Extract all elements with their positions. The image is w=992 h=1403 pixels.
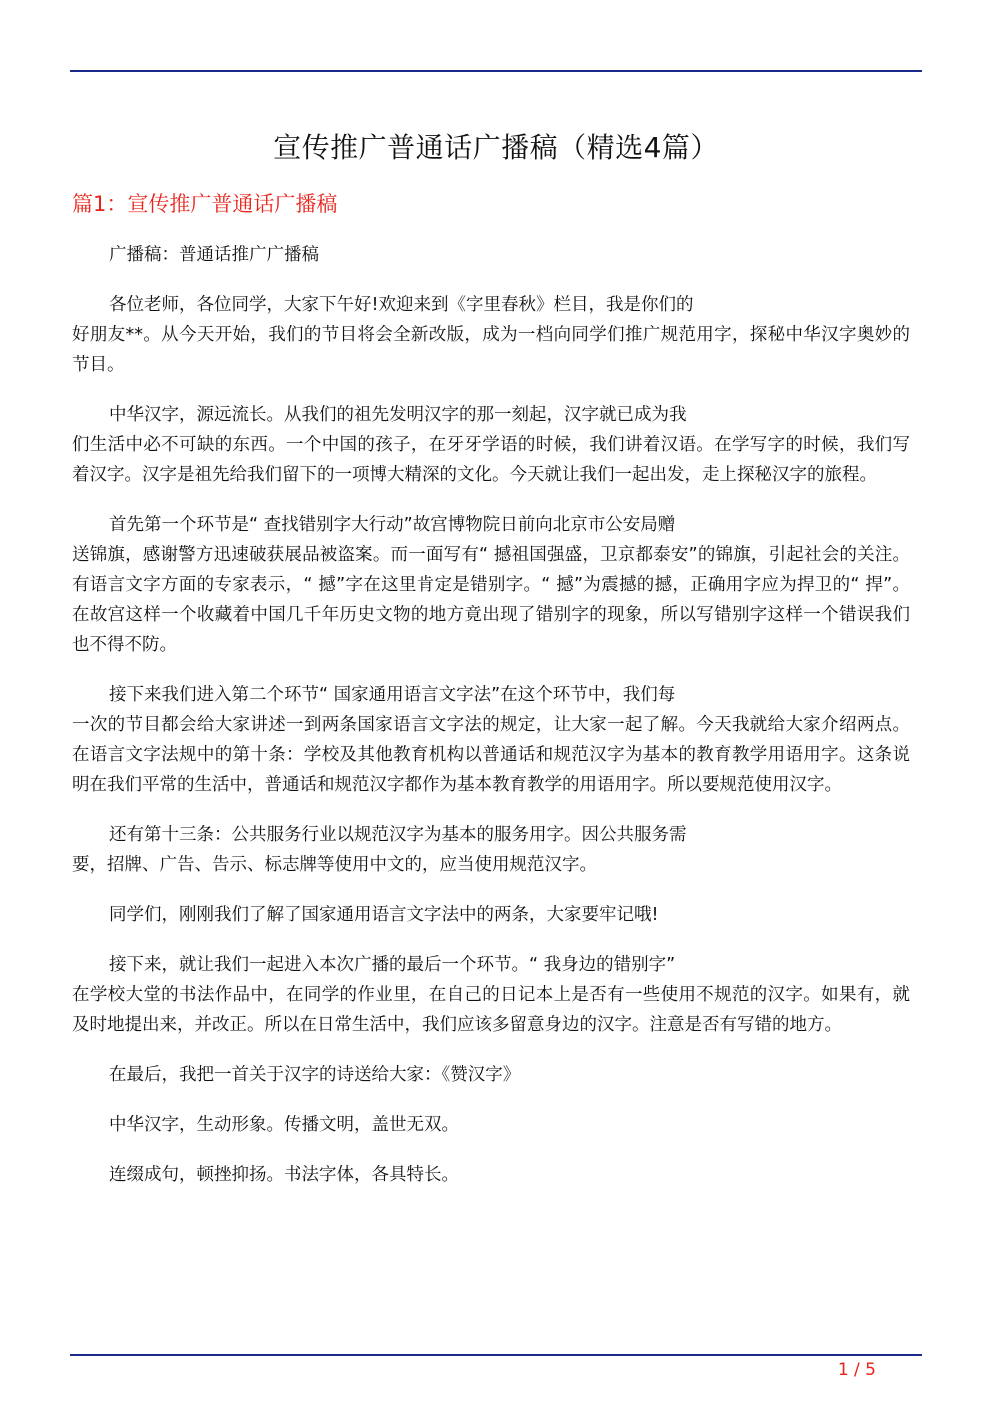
page-indicator: 1 / 5 <box>837 1360 876 1380</box>
paragraph-first-line: 各位老师，各位同学，大家下午好!欢迎来到《字里春秋》栏目，我是你们的 <box>109 295 694 315</box>
paragraph-5 <box>72 680 910 800</box>
paragraph-first-line: 首先第一个环节是“ 查找错别字大行动”故宫博物院日前向北京市公安局赠 <box>109 515 676 535</box>
paragraph-first-line: 还有第十三条：公共服务行业以规范汉字为基本的服务用字。因公共服务需 <box>109 825 687 845</box>
paragraph-first-line: 接下来，就让我们一起进入本次广播的最后一个环节。“ 我身边的错别字” <box>109 955 676 975</box>
paragraph-continuation: 好朋友**。从今天开始，我们的节目将会全新改版，成为一档向同学们推广规范用字，探秘中华汉字奥妙的节目。 <box>72 325 910 375</box>
paragraph-8 <box>72 950 910 1040</box>
paragraph-4 <box>72 510 910 660</box>
paragraph-first-line: 同学们，刚刚我们了解了国家通用语言文字法中的两条，大家要牢记哦! <box>109 905 659 925</box>
paragraph-7 <box>72 900 910 930</box>
paragraph-first-line: 中华汉字，源远流长。从我们的祖先发明汉字的那一刻起，汉字就已成为我 <box>109 405 687 425</box>
section-heading: 篇1：宣传推广普通话广播稿 <box>72 192 338 216</box>
paragraph-continuation: 在学校大堂的书法作品中，在同学的作业里，在自己的日记本上是否有一些使用不规范的汉字。如果有，就及时地提出来，并改正。所以在日常生活中，我们应该多留意身边的汉字。注意是否有写错的地方。 <box>72 985 910 1035</box>
paragraph-continuation: 要，招牌、广告、告示、标志牌等使用中文的，应当使用规范汉字。 <box>72 855 597 875</box>
paragraph-first-line: 接下来我们进入第二个环节“ 国家通用语言文字法”在这个环节中，我们每 <box>109 685 676 705</box>
paragraph-11 <box>72 1160 910 1190</box>
header-rule <box>70 70 922 72</box>
paragraph-first-line: 中华汉字，生动形象。传播文明，盖世无双。 <box>109 1115 459 1135</box>
paragraph-1 <box>72 240 910 270</box>
paragraph-first-line: 连缀成句，顿挫抑扬。书法字体，各具特长。 <box>109 1165 459 1185</box>
paragraph-3 <box>72 400 910 490</box>
paragraph-10 <box>72 1110 910 1140</box>
document-body <box>72 240 910 1210</box>
paragraph-continuation: 们生活中必不可缺的东西。一个中国的孩子，在牙牙学语的时候，我们讲着汉语。在学写字的时候，我们写着汉字。汉字是祖先给我们留下的一项博大精深的文化。今天就让我们一起出发，走上探秘汉字的旅程。 <box>72 435 910 485</box>
paragraph-continuation: 送锦旗，感谢警方迅速破获展品被盗案。而一面写有“ 撼祖国强盛，卫京都泰安”的锦旗，引起社会的关注。有语言文字方面的专家表示，“ 撼”字在这里肯定是错别字。“ 撼”为震撼的撼，正确用字应为捍卫的“ 捍”。在故宫这样一个收藏着中国几千年历史文物的地方竟出现了错别字的现象，所以写错别字这样一个错误我们也不得不防。 <box>72 545 910 655</box>
paragraph-first-line: 广播稿：普通话推广广播稿 <box>109 245 319 265</box>
footer-rule <box>70 1354 922 1356</box>
document-title: 宣传推广普通话广播稿（精选4篇） <box>273 131 719 164</box>
paragraph-continuation: 一次的节目都会给大家讲述一到两条国家语言文字法的规定，让大家一起了解。今天我就给大家介绍两点。在语言文字法规中的第十条：学校及其他教育机构以普通话和规范汉字为基本的教育教学用语用字。这条说明在我们平常的生活中，普通话和规范汉字都作为基本教育教学的用语用字。所以要规范使用汉字。 <box>72 715 910 795</box>
paragraph-2 <box>72 290 910 380</box>
paragraph-9 <box>72 1060 910 1090</box>
paragraph-first-line: 在最后，我把一首关于汉字的诗送给大家：《赞汉字》 <box>109 1065 521 1085</box>
paragraph-6 <box>72 820 910 880</box>
